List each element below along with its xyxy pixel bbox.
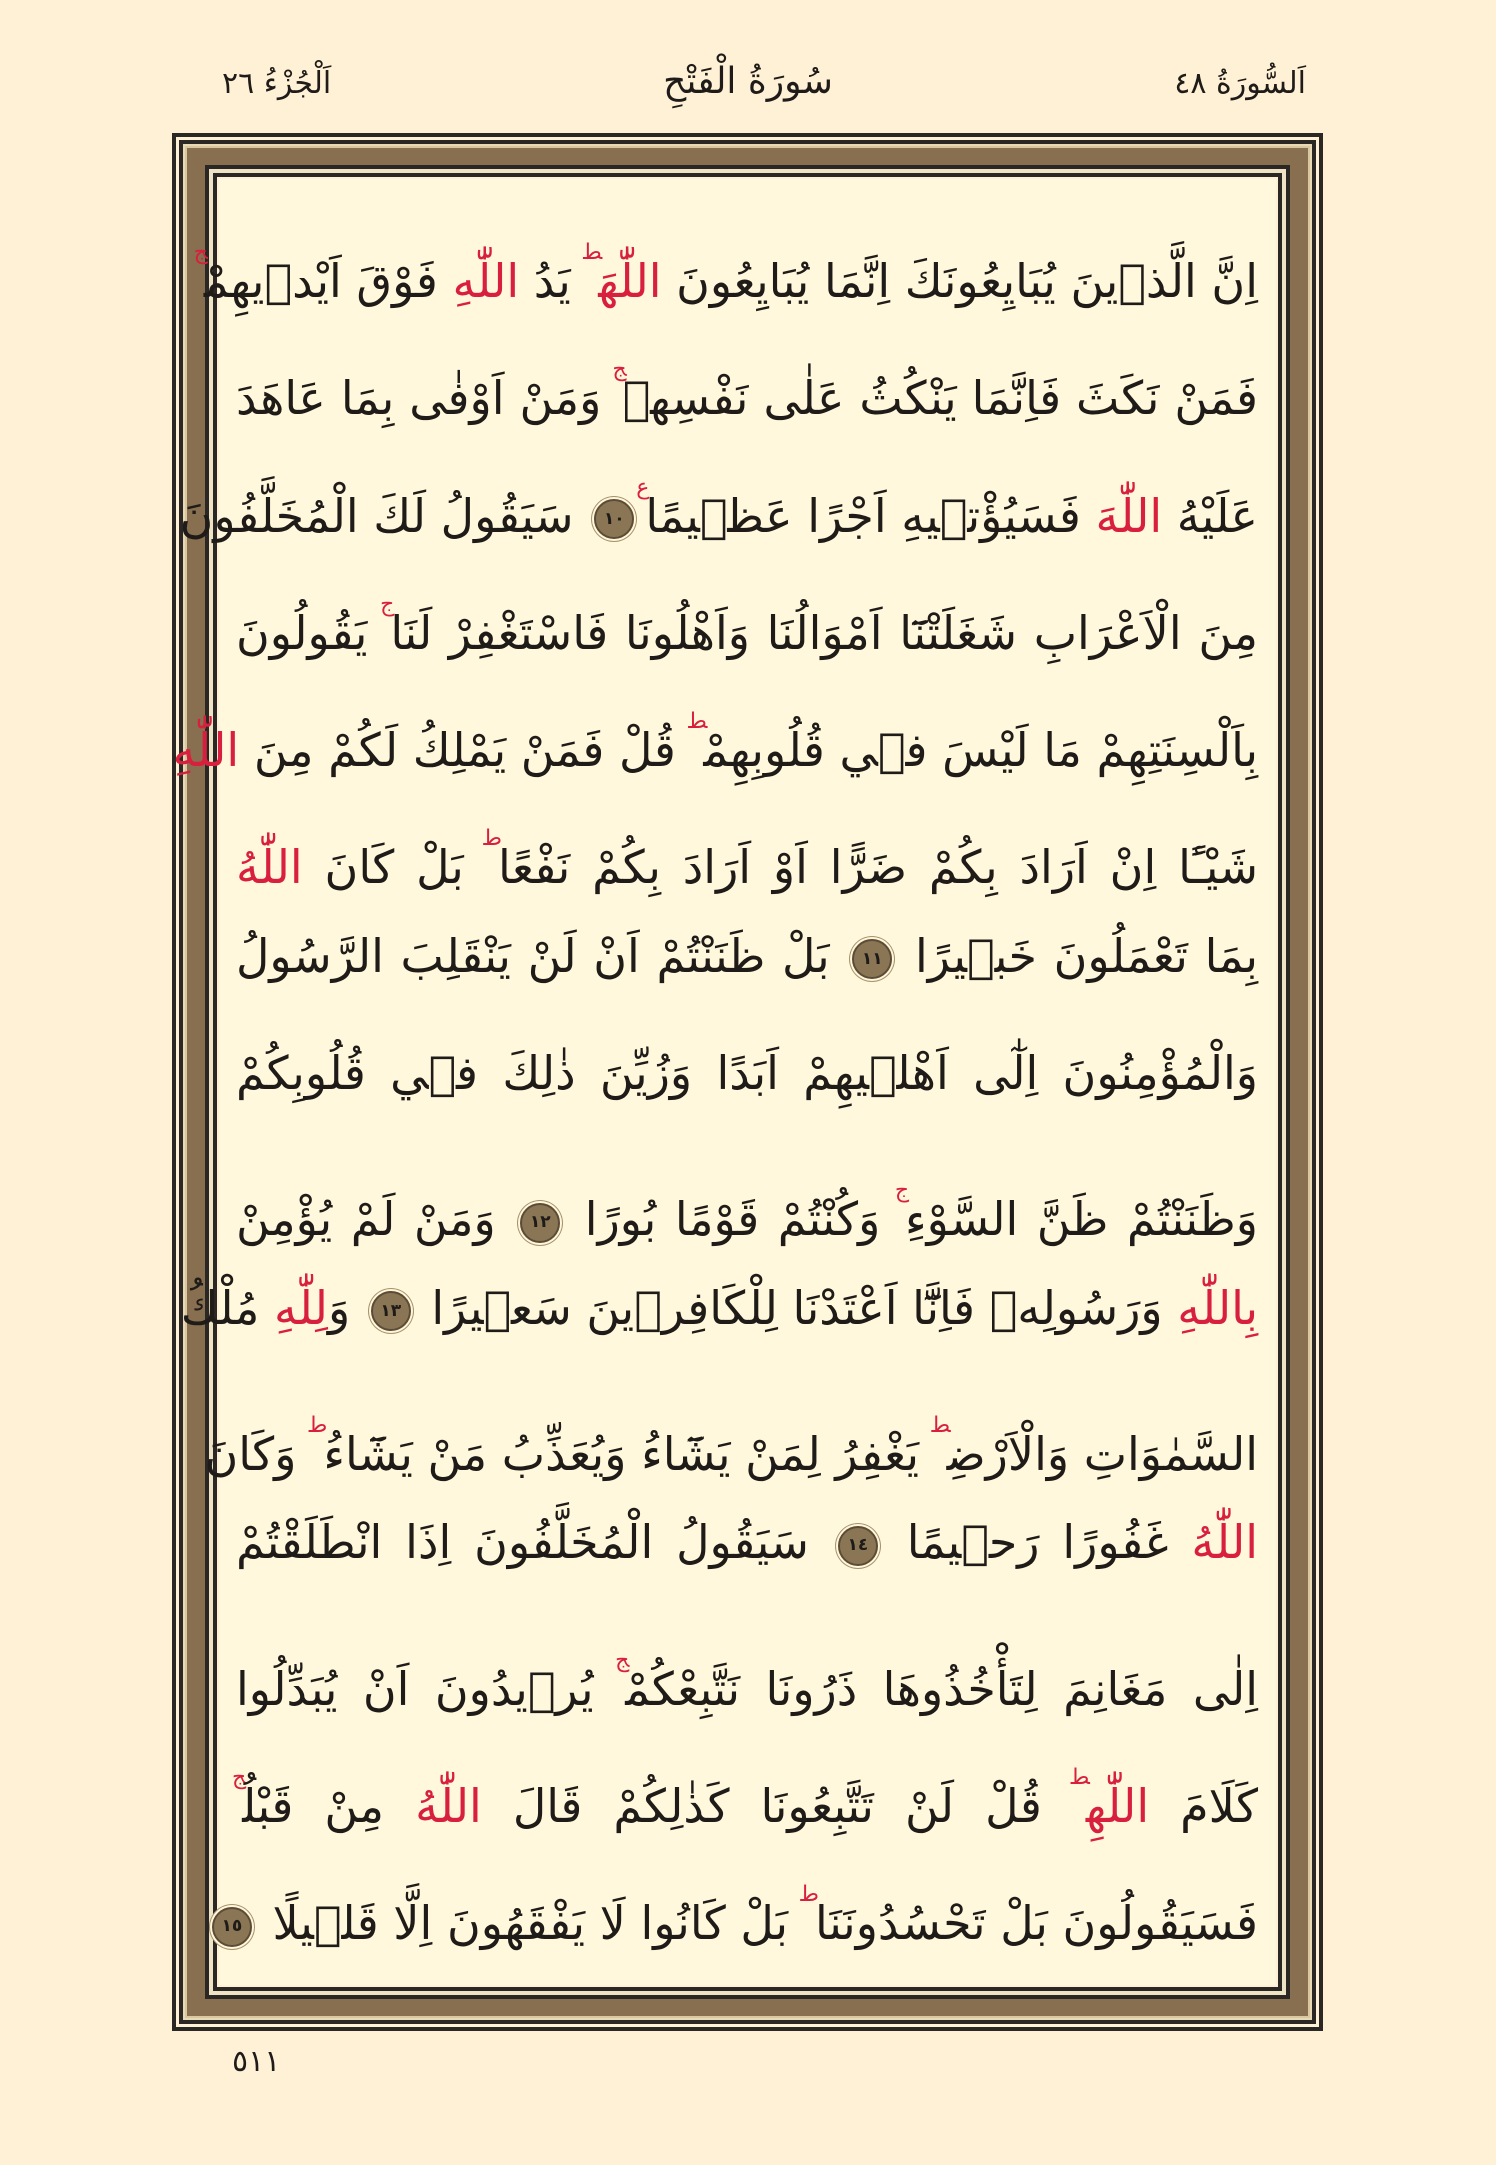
verse-text: السَّمٰوَاتِ وَالْاَرْضِ [946,1426,1258,1481]
ayah-number-medallion-icon: ١٣ [371,1291,411,1331]
verse-text: مِنَ الْاَعْرَابِ شَغَلَتْنَٓا اَمْوَالُنَا وَاَهْلُونَا فَاسْتَغْفِرْ لَنَا [390,605,1258,660]
pause-mark: ط [481,826,502,852]
ayah-number-medallion-icon: ١٢ [520,1203,560,1243]
verse-text: سَيَقُولُ لَكَ الْمُخَلَّفُونَ [179,488,589,543]
pause-mark: ط [798,1882,820,1908]
verse-text: وَ [327,1280,365,1335]
text-line [232,1719,1259,1836]
surah-title: سُورَةُ الْفَتْحِ [663,61,833,102]
divine-name: اللّٰهَ [598,254,662,308]
text-line [236,898,1258,1015]
verse-text: بَلْ ظَنَنْتُمْ اَنْ لَنْ يَنْقَلِبَ الرَّسُولُ [236,928,847,983]
text-line [236,1132,1258,1249]
verse-text: اِلٰى مَغَانِمَ لِتَأْخُذُوهَا ذَرُونَا نَتَّبِعْكُمْ [625,1661,1258,1716]
verse-text: بَلْ كَانُوا لَا يَفْقَهُونَ اِلَّا قَل۪يلًا [257,1896,803,1951]
pause-mark: ط [1068,1764,1090,1790]
verse-text: مُلْكُ [180,1280,275,1335]
text-line [236,311,1258,428]
page-number: ٥١١ [232,2044,281,2079]
text-line [236,546,1258,663]
divine-name: اللّٰهَ [1095,488,1163,543]
verse-text: قُلْ لَنْ تَتَّبِعُونَا كَذٰلِكُمْ قَالَ [481,1778,1073,1833]
text-line [236,780,1258,897]
pause-mark: ج [612,357,627,383]
verse-text: وَالْمُؤْمِنُونَ اِلٰٓى اَهْل۪يهِمْ اَبَدًا وَزُيِّنَ ذٰلِكَ ف۪ي قُلُوبِكُمْ [236,1046,1258,1101]
verse-text: يَدُ [519,254,586,308]
pause-mark: ط [307,1412,328,1438]
verse-text: وَرَسُولِه۪ فَاِنَّٓا اَعْتَدْنَا لِلْكَافِر۪ينَ سَع۪يرًا [416,1280,1178,1335]
pause-mark: ج [232,1764,247,1790]
divine-name: اللّٰهِ [452,254,520,308]
verse-text: يَغْفِرُ لِمَنْ يَشَٓاءُ وَيُعَذِّبُ مَنْ يَشَٓاءُ [323,1426,934,1481]
verse-text: وَمَنْ اَوْفٰى بِمَا عَاهَدَ [236,371,617,426]
pause-mark: ج [615,1647,630,1673]
surah-number-label: اَلسُّورَةُ ٤٨ [1174,66,1306,101]
divine-name: اللّٰهُ [415,1778,482,1833]
text-line [236,1484,1258,1601]
text-line [204,1367,1258,1484]
pause-mark: ع [636,474,650,500]
pause-mark: ط [686,709,708,735]
verse-text: فَوْقَ اَيْد۪يهِمْ [203,254,453,308]
verse-text: وَمَنْ لَمْ يُؤْمِنْ [236,1192,515,1247]
verse-text: يَقُولُونَ [236,605,385,660]
verse-text: فَسَيَقُولُونَ بَلْ تَحْسُدُونَنَا [815,1896,1258,1951]
text-line [179,429,1258,546]
verse-text: اِنَّ الَّذ۪ينَ يُبَايِعُونَكَ اِنَّمَا يُبَايِعُونَ [661,254,1258,308]
pause-mark: ط [929,1412,951,1438]
verse-text: شَيْـًٔا اِنْ اَرَادَ بِكُمْ ضَرًّا اَوْ اَرَادَ بِكُمْ نَفْعًا [497,840,1259,895]
text-line [236,1602,1258,1719]
text-line [180,1250,1258,1367]
verse-text: قُلْ فَمَنْ يَمْلِكُ لَكُمْ مِنَ [239,723,691,778]
divine-name: اللّٰهُ [1191,1515,1258,1570]
text-line [172,663,1258,780]
verse-text: غَفُورًا رَح۪يمًا [883,1515,1192,1570]
verse-text: سَيَقُولُ الْمُخَلَّفُونَ اِذَا انْطَلَقْتُمْ [236,1515,832,1570]
verse-text: بَلْ كَانَ [302,840,486,895]
divine-name: اللّٰهِ [172,723,240,778]
ayah-number-medallion-icon: ١١ [852,939,892,979]
verse-text: وَكَانَ [204,1426,312,1481]
ayah-number-medallion-icon: ١٠ [594,499,634,539]
juz-label: اَلْجُزْءُ ٢٦ [222,66,332,101]
divine-name: لِلّٰهِ [274,1280,328,1335]
pause-mark: ج [894,1178,910,1204]
text-line [236,1015,1258,1132]
verse-text: بِاَلْسِنَتِهِمْ مَا لَيْسَ ف۪ي قُلُوبِهِمْ [703,723,1258,778]
verse-text: فَسَيُؤْت۪يهِ اَجْرًا عَظ۪يمًا [645,488,1096,543]
verse-text: يُر۪يدُونَ اَنْ يُبَدِّلُوا [236,1661,620,1716]
verse-text: وَكُنْتُمْ قَوْمًا بُورًا [566,1192,899,1247]
ayah-number-medallion-icon: ١٤ [838,1526,878,1566]
divine-name: اللّٰهِ [1085,1778,1150,1833]
verse-text: وَظَنَنْتُمْ ظَنَّ السَّوْءِ [905,1192,1258,1247]
divine-name: اللّٰهُ [236,840,303,895]
verse-text: مِنْ قَبْلُ [242,1778,416,1833]
text-line [221,1836,1258,1953]
ayah-number-medallion-icon: ١٥ [212,1907,252,1947]
quran-text-block [172,194,1259,1953]
verse-text: عَلَيْهُ [1162,488,1258,543]
verse-text: فَمَنْ نَكَثَ فَاِنَّمَا يَنْكُثُ عَلٰى نَفْسِه۪ [622,371,1258,426]
pause-mark: ج [193,240,208,265]
text-line [193,194,1258,311]
pause-mark: ط [581,240,603,265]
divine-name: بِاللّٰهِ [1177,1280,1258,1335]
pause-mark: ج [380,591,395,617]
verse-text: كَلَامَ [1149,1778,1259,1833]
verse-text: بِمَا تَعْمَلُونَ خَب۪يرًا [898,928,1258,983]
